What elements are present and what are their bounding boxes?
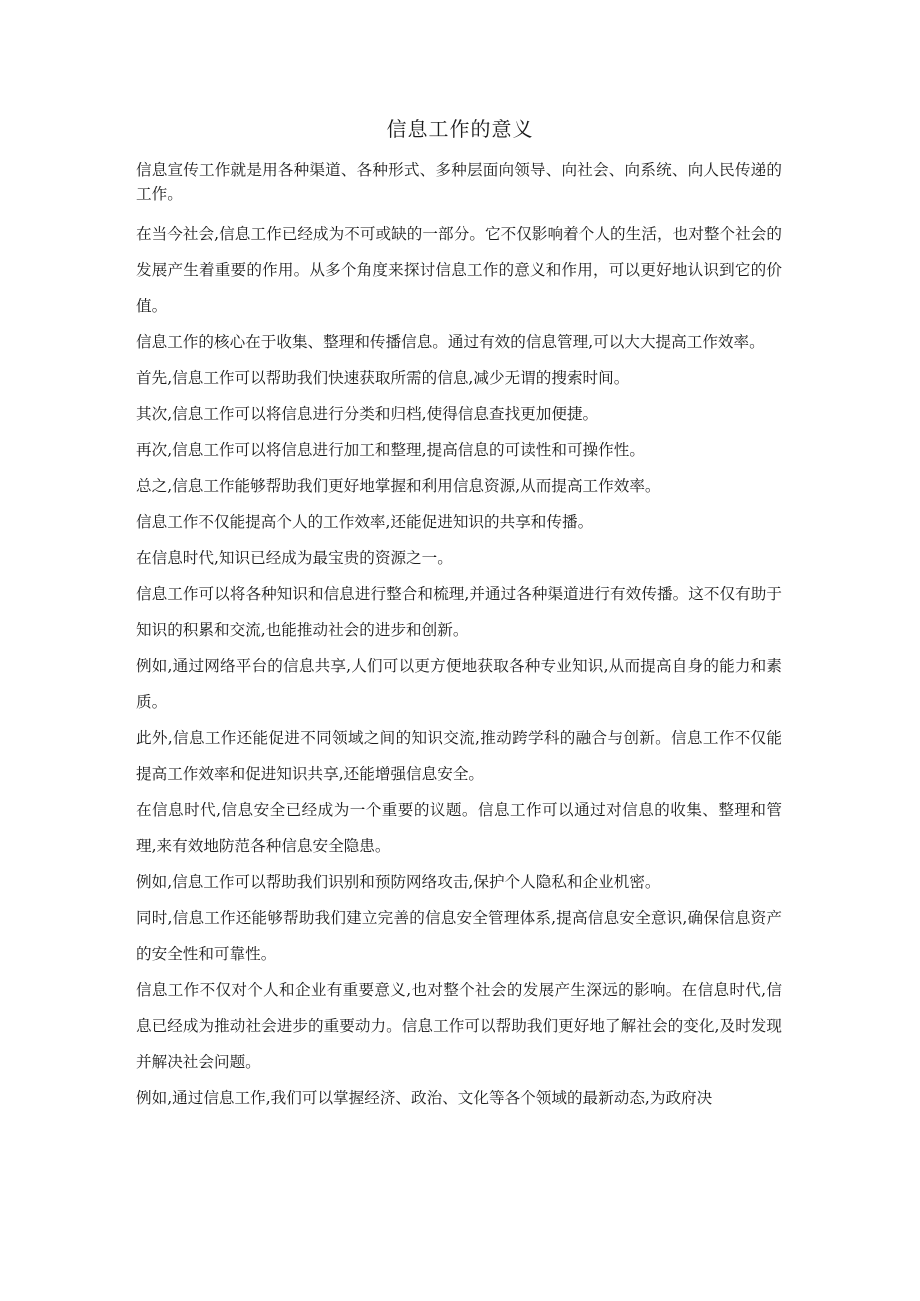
paragraph-14: 例如,信息工作可以帮助我们识别和预防网络攻击,保护个人隐私和企业机密。 — [136, 873, 661, 891]
document-body — [136, 158, 782, 1116]
paragraph-8: 信息工作不仅能提高个人的工作效率,还能促进知识的共享和传播。 — [136, 513, 594, 531]
paragraph-15: 同时,信息工作还能够帮助我们建立完善的信息安全管理体系,提高信息安全意识,确保信息资产的安全性和可靠性。 — [136, 909, 782, 963]
paragraph-4: 首先,信息工作可以帮助我们快速获取所需的信息,减少无谓的搜索时间。 — [136, 369, 630, 387]
paragraph-13: 在信息时代,信息安全已经成为一个重要的议题。信息工作可以通过对信息的收集、整理和管理,来有效地防范各种信息安全隐患。 — [136, 801, 782, 855]
paragraph-3: 信息工作的核心在于收集、整理和传播信息。通过有效的信息管理,可以大大提高工作效率。 — [136, 333, 765, 351]
paragraph-10: 信息工作可以将各种知识和信息进行整合和梳理,并通过各种渠道进行有效传播。这不仅有助于知识的积累和交流,也能推动社会的进步和创新。 — [136, 585, 782, 639]
document-title: 信息工作的意义 — [386, 117, 534, 141]
paragraph-11: 例如,通过网络平台的信息共享,人们可以更方便地获取各种专业知识,从而提高自身的能力和素质。 — [136, 657, 782, 711]
paragraph-17: 例如,通过信息工作,我们可以掌握经济、政治、文化等各个领域的最新动态,为政府决 — [136, 1089, 713, 1107]
paragraph-5: 其次,信息工作可以将信息进行分类和归档,使得信息查找更加便捷。 — [136, 405, 599, 423]
paragraph-2: 在当今社会,信息工作已经成为不可或缺的一部分。它不仅影响着个人的生活，也对整个社会的发展产生着重要的作用。从多个角度来探讨信息工作的意义和作用，可以更好地认识到它的价值。 — [136, 225, 782, 315]
paragraph-7: 总之,信息工作能够帮助我们更好地掌握和利用信息资源,从而提高工作效率。 — [136, 477, 661, 495]
paragraph-6: 再次,信息工作可以将信息进行加工和整理,提高信息的可读性和可操作性。 — [136, 441, 645, 459]
paragraph-12: 此外,信息工作还能促进不同领域之间的知识交流,推动跨学科的融合与创新。信息工作不仅能提高工作效率和促进知识共享,还能增强信息安全。 — [136, 729, 782, 783]
paragraph-16: 信息工作不仅对个人和企业有重要意义,也对整个社会的发展产生深远的影响。在信息时代,信息已经成为推动社会进步的重要动力。信息工作可以帮助我们更好地了解社会的变化,及时发现并解决社会问题。 — [136, 981, 782, 1071]
paragraph-9: 在信息时代,知识已经成为最宝贵的资源之一。 — [136, 549, 453, 567]
paragraph-1: 信息宣传工作就是用各种渠道、各种形式、多种层面向领导、向社会、向系统、向人民传递的工作。 — [136, 161, 782, 203]
